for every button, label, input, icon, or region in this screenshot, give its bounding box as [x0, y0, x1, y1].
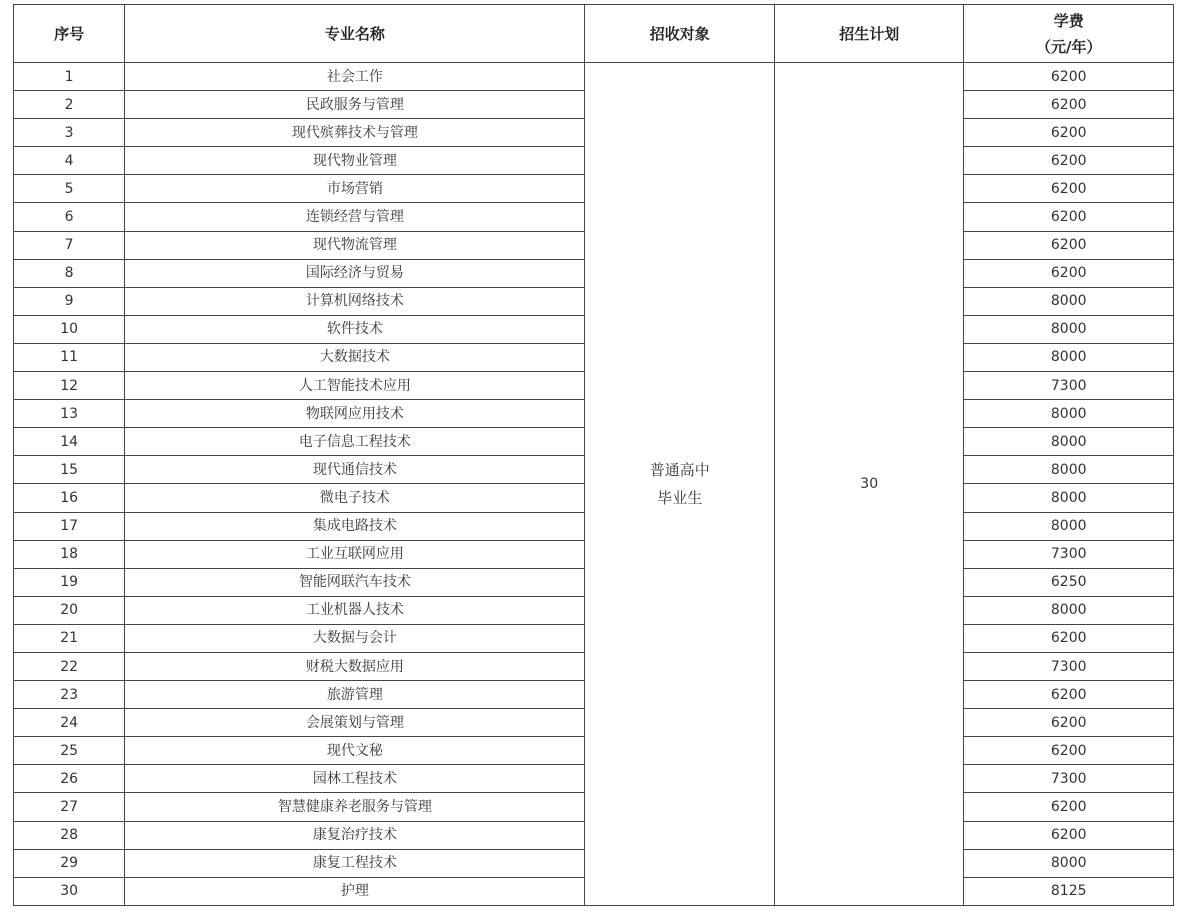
cell-no: 19	[14, 568, 125, 596]
header-name: 专业名称	[125, 5, 585, 63]
cell-no: 16	[14, 484, 125, 512]
cell-major-name: 智慧健康养老服务与管理	[125, 793, 585, 821]
cell-no: 7	[14, 231, 125, 259]
cell-no: 24	[14, 709, 125, 737]
cell-major-name: 旅游管理	[125, 681, 585, 709]
enrollment-table	[13, 4, 1174, 906]
cell-major-name: 工业互联网应用	[125, 540, 585, 568]
cell-major-name: 社会工作	[125, 63, 585, 91]
cell-major-name: 连锁经营与管理	[125, 203, 585, 231]
cell-fee: 6200	[964, 681, 1174, 709]
cell-major-name: 民政服务与管理	[125, 91, 585, 119]
cell-no: 15	[14, 456, 125, 484]
cell-no: 20	[14, 596, 125, 624]
cell-fee: 6200	[964, 119, 1174, 147]
cell-major-name: 现代文秘	[125, 737, 585, 765]
header-fee-line1: 学费	[1053, 11, 1084, 30]
cell-no: 26	[14, 765, 125, 793]
cell-no: 30	[14, 877, 125, 905]
cell-no: 9	[14, 287, 125, 315]
cell-fee: 6200	[964, 709, 1174, 737]
cell-fee: 6200	[964, 63, 1174, 91]
cell-fee: 8000	[964, 512, 1174, 540]
cell-no: 1	[14, 63, 125, 91]
header-row	[14, 5, 1174, 63]
cell-fee: 6200	[964, 793, 1174, 821]
header-no: 序号	[14, 5, 125, 63]
cell-no: 11	[14, 343, 125, 371]
cell-fee: 6200	[964, 821, 1174, 849]
cell-fee: 6200	[964, 624, 1174, 652]
cell-fee: 8000	[964, 343, 1174, 371]
cell-no: 22	[14, 652, 125, 680]
cell-fee: 8000	[964, 428, 1174, 456]
cell-fee: 7300	[964, 765, 1174, 793]
target-line2: 毕业生	[657, 488, 703, 507]
cell-major-name: 现代通信技术	[125, 456, 585, 484]
cell-fee: 6200	[964, 91, 1174, 119]
cell-major-name: 软件技术	[125, 315, 585, 343]
cell-no: 23	[14, 681, 125, 709]
cell-target	[585, 63, 774, 906]
cell-no: 29	[14, 849, 125, 877]
cell-fee: 7300	[964, 540, 1174, 568]
cell-fee: 8000	[964, 287, 1174, 315]
cell-fee: 8000	[964, 400, 1174, 428]
cell-no: 14	[14, 428, 125, 456]
cell-fee: 6200	[964, 147, 1174, 175]
header-fee-line2: （元/年）	[1035, 37, 1102, 56]
cell-no: 18	[14, 540, 125, 568]
cell-major-name: 大数据与会计	[125, 624, 585, 652]
cell-no: 12	[14, 372, 125, 400]
cell-fee: 8000	[964, 484, 1174, 512]
cell-major-name: 工业机器人技术	[125, 596, 585, 624]
cell-fee: 6250	[964, 568, 1174, 596]
table-row	[14, 63, 1174, 91]
cell-fee: 8000	[964, 456, 1174, 484]
cell-no: 3	[14, 119, 125, 147]
cell-no: 13	[14, 400, 125, 428]
cell-major-name: 智能网联汽车技术	[125, 568, 585, 596]
cell-plan: 30	[774, 63, 963, 906]
table-body	[14, 63, 1174, 906]
cell-major-name: 市场营销	[125, 175, 585, 203]
cell-no: 8	[14, 259, 125, 287]
cell-major-name: 会展策划与管理	[125, 709, 585, 737]
cell-no: 6	[14, 203, 125, 231]
cell-fee: 7300	[964, 372, 1174, 400]
cell-fee: 6200	[964, 175, 1174, 203]
cell-no: 27	[14, 793, 125, 821]
header-fee	[964, 5, 1174, 63]
cell-no: 5	[14, 175, 125, 203]
cell-no: 25	[14, 737, 125, 765]
cell-fee: 8125	[964, 877, 1174, 905]
cell-fee: 6200	[964, 737, 1174, 765]
cell-no: 21	[14, 624, 125, 652]
cell-no: 17	[14, 512, 125, 540]
target-line1: 普通高中	[649, 460, 710, 479]
cell-fee: 7300	[964, 652, 1174, 680]
cell-fee: 8000	[964, 596, 1174, 624]
cell-no: 10	[14, 315, 125, 343]
table-header	[14, 5, 1174, 63]
cell-fee: 6200	[964, 203, 1174, 231]
cell-fee: 8000	[964, 315, 1174, 343]
cell-major-name: 微电子技术	[125, 484, 585, 512]
cell-fee: 6200	[964, 231, 1174, 259]
cell-major-name: 康复治疗技术	[125, 821, 585, 849]
cell-no: 2	[14, 91, 125, 119]
cell-major-name: 计算机网络技术	[125, 287, 585, 315]
cell-major-name: 物联网应用技术	[125, 400, 585, 428]
cell-fee: 6200	[964, 259, 1174, 287]
cell-major-name: 电子信息工程技术	[125, 428, 585, 456]
cell-major-name: 财税大数据应用	[125, 652, 585, 680]
cell-major-name: 园林工程技术	[125, 765, 585, 793]
cell-fee: 8000	[964, 849, 1174, 877]
cell-no: 4	[14, 147, 125, 175]
header-target: 招收对象	[585, 5, 774, 63]
cell-major-name: 康复工程技术	[125, 849, 585, 877]
cell-major-name: 集成电路技术	[125, 512, 585, 540]
cell-major-name: 大数据技术	[125, 343, 585, 371]
cell-major-name: 现代物流管理	[125, 231, 585, 259]
cell-major-name: 国际经济与贸易	[125, 259, 585, 287]
header-plan: 招生计划	[774, 5, 963, 63]
cell-no: 28	[14, 821, 125, 849]
cell-major-name: 人工智能技术应用	[125, 372, 585, 400]
cell-major-name: 现代殡葬技术与管理	[125, 119, 585, 147]
cell-major-name: 现代物业管理	[125, 147, 585, 175]
cell-major-name: 护理	[125, 877, 585, 905]
